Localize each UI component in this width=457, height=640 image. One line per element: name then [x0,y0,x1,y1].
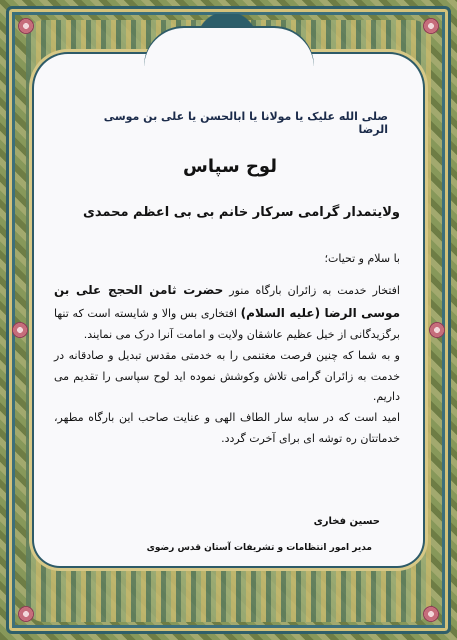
flower-ornament-icon [423,606,439,622]
salutation: صلی الله علیک یا مولانا یا ابالحسن یا علی بن موسی الرضا [103,110,388,136]
certificate-title: لوح سپاس [183,156,277,177]
flower-ornament-icon [18,18,34,34]
paragraph-1 [54,279,400,346]
signatory-name: حسین فخاری [313,516,380,527]
greeting: با سلام و تحیات؛ [324,252,400,265]
flower-ornament-icon [429,322,445,338]
paragraph-2: و به شما که چنین فرصت مغتنمی را به خدمتی مقدس تبدیل و صادقانه در خدمت به زائران گرامی تلاش وکوشش نموده اید لوح سپاسی را تقدیم می داریم. [54,348,400,404]
flower-ornament-icon [423,18,439,34]
paragraph-3: امید است که در سایه سار الطاف الهی و عنایت صاحب این بارگاه مطهر، خدماتتان ره توشه ای برای آخرت گردد. [54,411,400,446]
paragraph-1-bold: حضرت ثامن الحجج علی بن موسی الرضا (علیه السلام) [54,283,400,320]
signatory-title: مدیر امور انتظامات و تشریفات آستان قدس رضوی [146,543,372,553]
paragraph-1-post: افتخاری بس والا و شایسته است که تنها برگزیدگانی از خیل عظیم عاشقان ولایت و امامت آنرا درک می نمایند. [54,306,400,341]
flower-ornament-icon [18,606,34,622]
certificate-body [54,279,400,450]
paragraph-1-pre: افتخار خدمت به زائران بارگاه منور [229,284,400,297]
recipient-line: ولایتمدار گرامی سرکار خانم بی بی اعظم محمدی [82,205,400,220]
flower-ornament-icon [12,322,28,338]
